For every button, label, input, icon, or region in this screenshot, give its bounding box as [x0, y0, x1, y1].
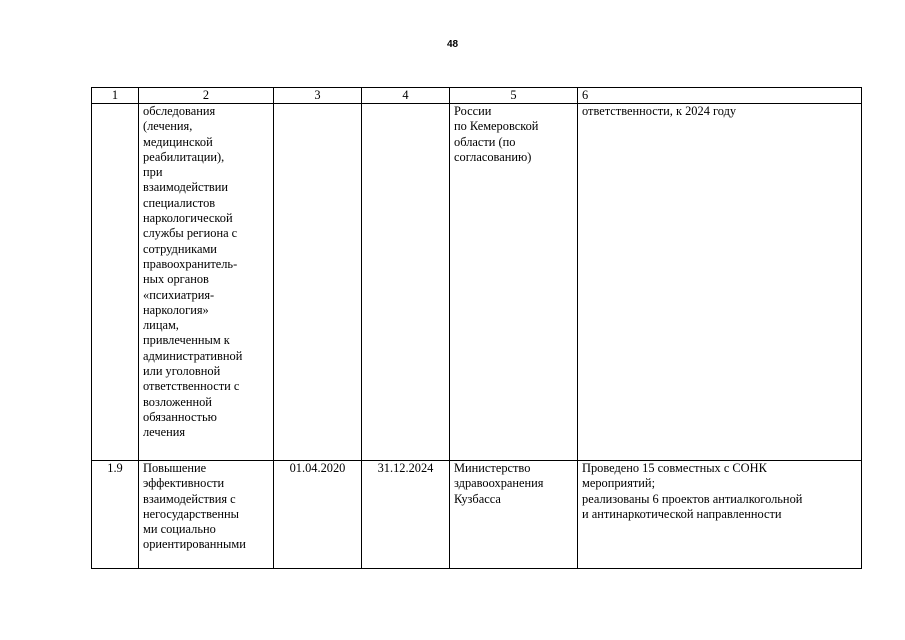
page-number: 48: [446, 39, 459, 50]
header-cell-3: 3: [274, 88, 362, 104]
header-cell-2: 2: [139, 88, 274, 104]
table-row: [92, 461, 862, 569]
cell-result: ответственности, к 2024 году: [578, 104, 862, 461]
cell-end-date: [362, 104, 450, 461]
cell-result: Проведено 15 совместных с СОНК мероприятий; реализованы 6 проектов антиалкогольной и антинаркотической направленности: [578, 461, 862, 569]
cell-responsible: России по Кемеровской области (по согласованию): [450, 104, 578, 461]
cell-end-date: 31.12.2024: [362, 461, 450, 569]
measures-table: [91, 87, 862, 569]
header-cell-5: 5: [450, 88, 578, 104]
table-row: [92, 104, 862, 461]
cell-responsible: Министерство здравоохранения Кузбасса: [450, 461, 578, 569]
cell-measure: Повышение эффективности взаимодействия с негосударственны ми социально ориентированными: [139, 461, 274, 569]
header-cell-4: 4: [362, 88, 450, 104]
header-cell-6: 6: [578, 88, 862, 104]
cell-number: 1.9: [92, 461, 139, 569]
header-cell-1: 1: [92, 88, 139, 104]
table-header-row: [92, 88, 862, 104]
cell-start-date: [274, 104, 362, 461]
cell-start-date: 01.04.2020: [274, 461, 362, 569]
cell-number: [92, 104, 139, 461]
cell-measure: обследования (лечения, медицинской реабилитации), при взаимодействии специалистов наркологической службы региона с сотрудниками правоохранитель- ных органов «психиатрия- наркология» лицам, привлеченным к административной или уголовной ответственности с возложенной обязанностью лечения: [139, 104, 274, 461]
